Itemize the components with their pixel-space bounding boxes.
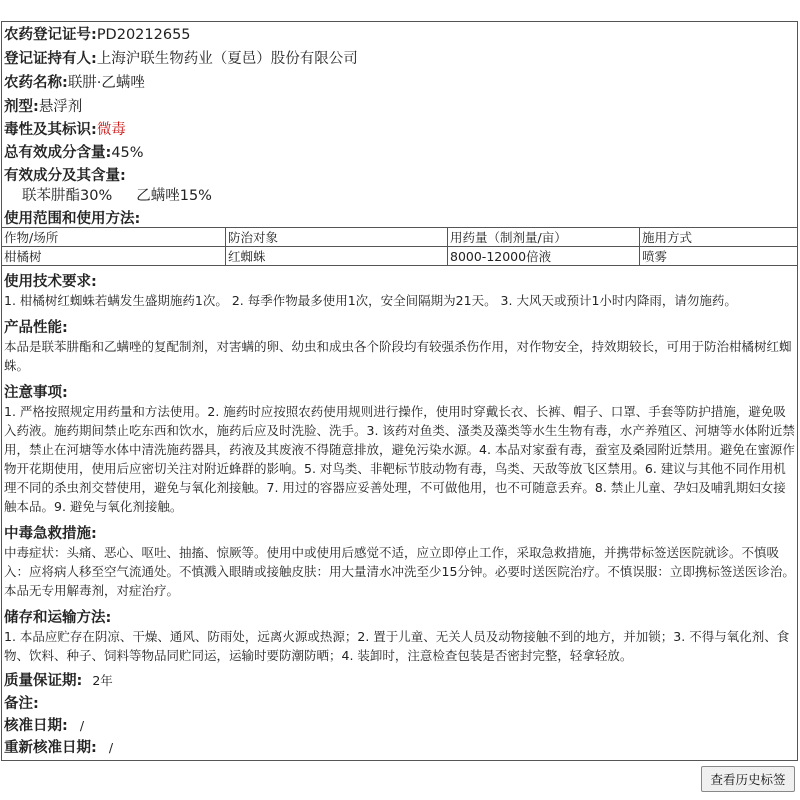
table-cell: 喷雾 [640,247,798,266]
notes-text: 1. 严格按照规定用药量和方法使用。2. 施药时应按照农药使用规则进行操作，使用时穿戴长衣、长裤、帽子、口罩、手套等防护措施，避免吸入药液。施药期间禁止吃东西和饮水，施药后应及时洗脸、洗手。3. 该药对鱼类、溞类及藻类等水生生物有毒，水产养殖区、河塘等水体附近禁用，禁止在河塘等水体中清洗施药器具，药液及其废液不得随意排放，避免污染水源。4. 本品对家蚕有毒，蚕室及桑园附近禁用。避免在蜜源作物开花期使用，使用后应密切关注对附近蜂群的影响。5. 对鸟类、非靶标节肢动物有毒，鸟类、天敌等放飞区禁用。6. 建议与其他不同作用机理不同的杀虫剂交替使用，避免与氧化剂接触。7. 用过的容器应妥善处理，不可做他用，也不可随意丢弃。8. 禁止儿童、孕妇及哺乳期妇女接触本品。9. 避免与氧化剂接触。 [4,404,795,514]
reg-no-label: 农药登记证号: [4,27,97,43]
holder-row [2,47,797,71]
perf-text: 本品是联苯肼酯和乙螨唑的复配制剂，对害螨的卵、幼虫和成虫各个阶段均有较强杀伤作用，对作物安全，持效期较长，可用于防治柑橘树红蜘蛛。 [4,339,792,373]
toxicity-label: 毒性及其标识: [4,122,97,138]
name-row [2,71,797,95]
tech-text: 1. 柑橘树红蜘蛛若螨发生盛期施药1次。 2. 每季作物最多使用1次，安全间隔期为21天。 3. 大风天或预计1小时内降雨，请勿施药。 [4,293,737,308]
ingredients-label: 有效成分及其含量: [4,168,126,184]
total-row [2,141,797,164]
storage-text: 1. 本品应贮存在阴凉、干燥、通风、防雨处，远离火源或热源；2. 置于儿童、无关人员及动物接触不到的地方，并加锁；3. 不得与氧化剂、食物、饮料、种子、饲料等物品同贮同运，运输时要防潮防晒；4. 装卸时，注意检查包装是否密封完整，轻拿轻放。 [4,629,790,663]
reapprove-row [2,736,797,758]
usage-title: 使用范围和使用方法: [4,211,141,227]
total-label: 总有效成分含量: [4,145,112,161]
notes-title: 注意事项: [4,385,68,401]
perf-title: 产品性能: [4,320,68,336]
ingredients-list [2,184,797,207]
ingredients-row [2,164,797,184]
form-value: 悬浮剂 [38,99,83,115]
remark-label: 备注: [4,696,39,712]
warranty-row [2,669,797,692]
reapprove-value: / [108,740,114,755]
reg-no-row [2,22,797,47]
storage-title: 储存和运输方法: [4,610,112,626]
table-header-cell: 用药量（制剂量/亩） [448,228,640,247]
ingredient-item: 乙螨唑15% [136,188,212,204]
form-row [2,95,797,118]
approve-value: / [79,718,85,733]
usage-table [1,227,798,266]
name-label: 农药名称: [4,75,68,91]
table-row [2,247,798,266]
name-value: 联肼·乙螨唑 [67,75,145,91]
approve-row [2,714,797,736]
firstaid-title: 中毒急救措施: [4,526,97,542]
table-header-row [2,228,798,247]
remark-row [2,692,797,714]
total-value: 45% [111,145,144,161]
holder-value: 上海沪联生物药业（夏邑）股份有限公司 [96,51,358,67]
warranty-label: 质量保证期: [4,673,83,689]
warranty-value: 2年 [92,673,113,688]
approve-label: 核准日期: [4,718,68,734]
table-header-cell: 施用方式 [640,228,798,247]
firstaid-text: 中毒症状：头痛、恶心、呕吐、抽搐、惊厥等。使用中或使用后感觉不适，应立即停止工作，采取急救措施，并携带标签送医院就诊。不慎吸入：应将病人移至空气流通处。不慎溅入眼睛或接触皮肤：用大量清水冲洗至少15分钟。必要时送医院治疗。不慎误服：立即携标签送医诊治。本品无专用解毒剂，对症治疗。 [4,545,795,598]
reg-no-value: PD20212655 [96,27,191,43]
reapprove-label: 重新核准日期: [4,740,97,756]
table-cell: 红蜘蛛 [226,247,448,266]
table-cell: 柑橘树 [2,247,226,266]
table-header-cell: 防治对象 [226,228,448,247]
view-history-label-button[interactable]: 查看历史标签 [701,766,795,792]
table-header-cell: 作物/场所 [2,228,226,247]
label-document [1,21,798,761]
ingredient-item: 联苯肼酯30% [22,188,113,204]
toxicity-row [2,118,797,141]
toxicity-value: 微毒 [96,122,126,138]
table-cell: 8000-12000倍液 [448,247,640,266]
tech-title: 使用技术要求: [4,274,97,290]
holder-label: 登记证持有人: [4,51,97,67]
form-label: 剂型: [4,99,39,115]
